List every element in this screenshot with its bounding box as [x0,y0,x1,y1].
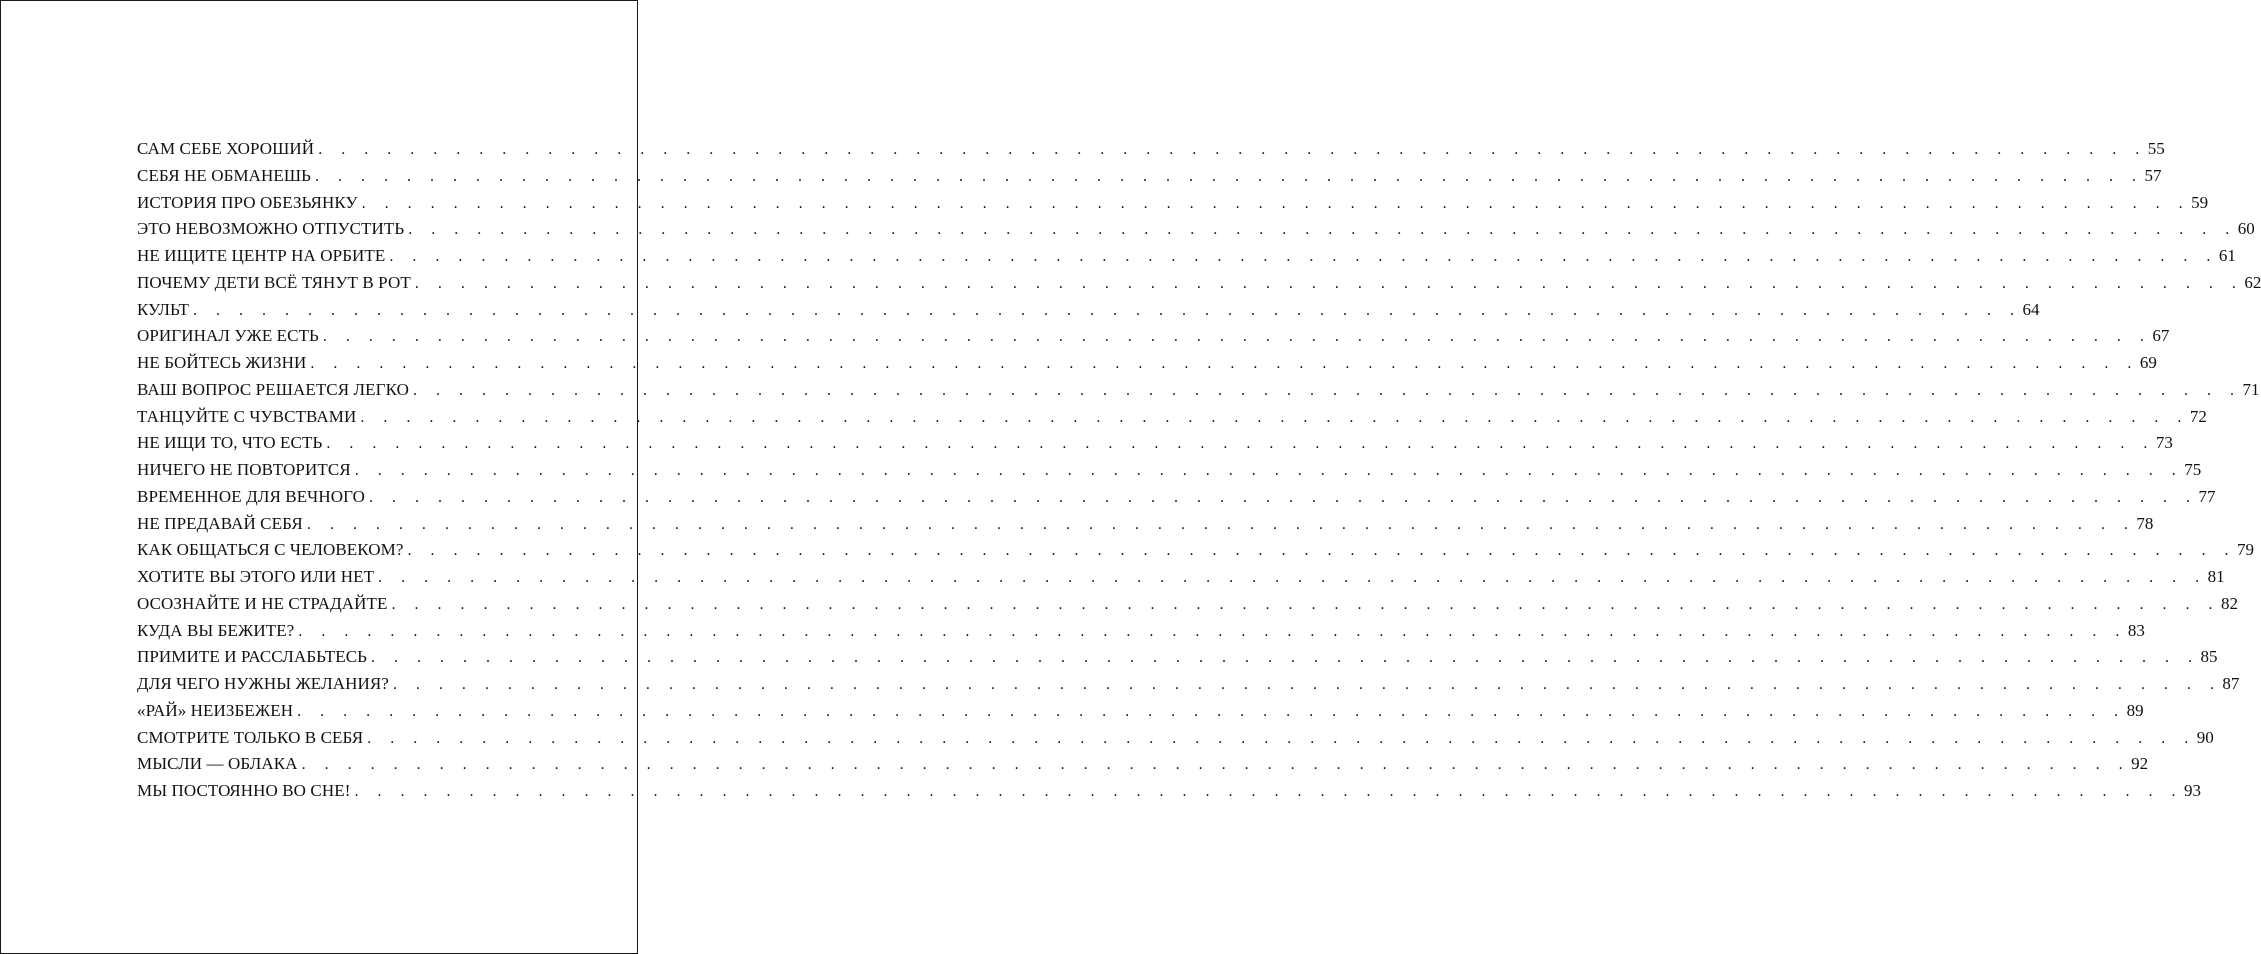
dot-leader: . . . . . . . . . . . . . . . . . . . . . . . . . . . . . . . . . . . . . . . . . . . . . . . . . . . . . . . . . . . . . . . . . . . . . . . . . . . . . . . . [389,248,2218,265]
dot-leader: . . . . . . . . . . . . . . . . . . . . . . . . . . . . . . . . . . . . . . . . . . . . . . . . . . . . . . . . . . . . . . . . . . . . . . . . . . . . . . . . [391,595,2221,613]
toc-entry[interactable] [137,272,2261,300]
toc-entry[interactable] [137,593,2239,621]
toc-entry-page-number: 77 [2198,486,2216,506]
toc-entry-page-number: 90 [2196,727,2214,747]
toc-entry[interactable] [137,326,2170,353]
toc-entry[interactable] [137,165,2162,193]
toc-entry[interactable] [137,139,2165,166]
toc-entry-title: НЕ ИЩИТЕ ЦЕНТР НА ОРБИТЕ [137,246,386,265]
dot-leader: . . . . . . . . . . . . . . . . . . . . . . . . . . . . . . . . . . . . . . . . . . . . . . . . . . . . . . . . . . . . . . . . . . . . . . . . . . . . . . . . [326,435,2155,453]
toc-entry-page-number: 82 [2221,593,2239,613]
toc-entry[interactable] [137,433,2173,460]
dot-leader: . . . . . . . . . . . . . . . . . . . . . . . . . . . . . . . . . . . . . . . . . . . . . . . . . . . . . . . . . . . . . . . . . . . . . . . . . . . . . . . . [368,488,2198,506]
toc-entry-title: ПОЧЕМУ ДЕТИ ВСЁ ТЯНУТ В РОТ [137,272,411,292]
toc-entry-title: МЫСЛИ — ОБЛАКА [137,754,298,774]
toc-entry-page-number: 81 [2207,567,2225,586]
dot-leader: . . . . . . . . . . . . . . . . . . . . . . . . . . . . . . . . . . . . . . . . . . . . . . . . . . . . . . . . . . . . . . . . . . . . . . . . . . . . . . . . [297,702,2126,720]
dot-leader: . . . . . . . . . . . . . . . . . . . . . . . . . . . . . . . . . . . . . . . . . . . . . . . . . . . . . . . . . . . . . . . . . . . . . . . . . . . . . . . . [315,167,2144,185]
toc-entry-title: КУЛЬТ [137,299,190,319]
dot-leader: . . . . . . . . . . . . . . . . . . . . . . . . . . . . . . . . . . . . . . . . . . . . . . . . . . . . . . . . . . . . . . . . . . . . . . . . . . . . . . . . [298,622,2127,640]
toc-entry-title: ПРИМИТЕ И РАССЛАБЬТЕСЬ [137,647,368,667]
toc-entry[interactable] [137,460,2202,487]
dot-leader: . . . . . . . . . . . . . . . . . . . . . . . . . . . . . . . . . . . . . . . . . . . . . . . . . . . . . . . . . . . . . . . . . . . . . . . . . . . . . . . . [361,194,2191,212]
toc-entry[interactable] [137,647,2218,674]
dot-leader: . . . . . . . . . . . . . . . . . . . . . . . . . . . . . . . . . . . . . . . . . . . . . . . . . . . . . . . . . . . . . . . . . . . . . . . . . . . . . . . . [193,301,2022,319]
toc-entry[interactable] [137,192,2209,220]
toc-entry-title: НЕ БОЙТЕСЬ ЖИЗНИ [137,353,307,372]
toc-entry-title: КАК ОБЩАТЬСЯ С ЧЕЛОВЕКОМ? [137,540,404,560]
dot-leader: . . . . . . . . . . . . . . . . . . . . . . . . . . . . . . . . . . . . . . . . . . . . . . . . . . . . . . . . . . . . . . . . . . . . . . . . . . . . . . . . [407,542,2237,560]
toc-entry[interactable] [137,620,2145,648]
toc-entry-title: НЕ ИЩИ ТО, ЧТО ЕСТЬ [137,433,323,453]
toc-entry[interactable] [137,540,2255,567]
toc-entry[interactable] [137,700,2144,728]
toc-entry[interactable] [137,727,2214,755]
dot-leader: . . . . . . . . . . . . . . . . . . . . . . . . . . . . . . . . . . . . . . . . . . . . . . . . . . . . . . . . . . . . . . . . . . . . . . . . . . . . . . . . [306,515,2136,533]
toc-entry-page-number: 92 [2131,754,2149,774]
dot-leader: . . . . . . . . . . . . . . . . . . . . . . . . . . . . . . . . . . . . . . . . . . . . . . . . . . . . . . . . . . . . . . . . . . . . . . . . . . . . . . . . [414,274,2244,292]
toc-entry-page-number: 75 [2184,460,2202,479]
toc-entry-page-number: 72 [2189,406,2207,426]
toc-entry-page-number: 60 [2237,219,2255,239]
toc-entry-title: КУДА ВЫ БЕЖИТЕ? [137,620,295,640]
dot-leader: . . . . . . . . . . . . . . . . . . . . . . . . . . . . . . . . . . . . . . . . . . . . . . . . . . . . . . . . . . . . . . . . . . . . . . . . . . . . . . . . [367,729,2196,747]
toc-entry[interactable] [137,513,2154,541]
toc-entry-title: «РАЙ» НЕИЗБЕЖЕН [137,700,294,720]
toc-entry[interactable] [137,486,2216,514]
toc-entry-title: МЫ ПОСТОЯННО ВО СНЕ! [137,781,351,800]
toc-entry[interactable] [137,567,2225,594]
toc-entry-page-number: 55 [2147,139,2165,158]
dot-leader: . . . . . . . . . . . . . . . . . . . . . . . . . . . . . . . . . . . . . . . . . . . . . . . . . . . . . . . . . . . . . . . . . . . . . . . . . . . . . . . . [412,381,2242,399]
dot-leader: . . . . . . . . . . . . . . . . . . . . . . . . . . . . . . . . . . . . . . . . . . . . . . . . . . . . . . . . . . . . . . . . . . . . . . . . . . . . . . . . [408,221,2237,239]
dot-leader: . . . . . . . . . . . . . . . . . . . . . . . . . . . . . . . . . . . . . . . . . . . . . . . . . . . . . . . . . . . . . . . . . . . . . . . . . . . . . . . . [371,649,2200,667]
toc-entry-page-number: 64 [2022,299,2040,319]
toc-entry-title: ВАШ ВОПРОС РЕШАЕТСЯ ЛЕГКО [137,379,409,399]
toc-entry-page-number: 61 [2218,246,2236,265]
toc-entry-page-number: 89 [2126,700,2144,720]
toc-entry-title: НИЧЕГО НЕ ПОВТОРИТСЯ [137,460,351,479]
toc-entry-title: ТАНЦУЙТЕ С ЧУВСТВАМИ [137,406,357,426]
toc-entry-title: САМ СЕБЕ ХОРОШИЙ [137,139,315,158]
toc-entry-page-number: 73 [2155,433,2173,453]
toc-entry-title: ДЛЯ ЧЕГО НУЖНЫ ЖЕЛАНИЯ? [137,674,389,693]
toc-entry-page-number: 85 [2200,647,2218,667]
dot-leader: . . . . . . . . . . . . . . . . . . . . . . . . . . . . . . . . . . . . . . . . . . . . . . . . . . . . . . . . . . . . . . . . . . . . . . . . . . . . . . . . [360,408,2189,426]
toc-entry-page-number: 87 [2222,674,2240,693]
toc-entry[interactable] [137,379,2260,407]
toc-entry-title: ОРИГИНАЛ УЖЕ ЕСТЬ [137,326,319,346]
toc-entry-title: СМОТРИТЕ ТОЛЬКО В СЕБЯ [137,727,364,747]
table-of-contents [137,139,2261,808]
toc-entry-page-number: 78 [2136,513,2154,533]
toc-entry-page-number: 83 [2127,620,2145,640]
toc-entry-title: ХОТИТЕ ВЫ ЭТОГО ИЛИ НЕТ [137,567,375,586]
dot-leader: . . . . . . . . . . . . . . . . . . . . . . . . . . . . . . . . . . . . . . . . . . . . . . . . . . . . . . . . . . . . . . . . . . . . . . . . . . . . . . . . [322,328,2152,346]
dot-leader: . . . . . . . . . . . . . . . . . . . . . . . . . . . . . . . . . . . . . . . . . . . . . . . . . . . . . . . . . . . . . . . . . . . . . . . . . . . . . . . . [318,141,2147,158]
toc-entry-page-number: 69 [2139,353,2157,372]
toc-entry[interactable] [137,754,2149,781]
toc-entry[interactable] [137,219,2255,246]
toc-entry-title: ЭТО НЕВОЗМОЖНО ОТПУСТИТЬ [137,219,405,239]
toc-entry-title: ИСТОРИЯ ПРО ОБЕЗЬЯНКУ [137,192,358,212]
dot-leader: . . . . . . . . . . . . . . . . . . . . . . . . . . . . . . . . . . . . . . . . . . . . . . . . . . . . . . . . . . . . . . . . . . . . . . . . . . . . . . . . [310,355,2139,372]
toc-entry[interactable] [137,674,2240,701]
toc-entry[interactable] [137,781,2201,808]
dot-leader: . . . . . . . . . . . . . . . . . . . . . . . . . . . . . . . . . . . . . . . . . . . . . . . . . . . . . . . . . . . . . . . . . . . . . . . . . . . . . . . . [301,756,2131,774]
toc-entry[interactable] [137,246,2236,273]
dot-leader: . . . . . . . . . . . . . . . . . . . . . . . . . . . . . . . . . . . . . . . . . . . . . . . . . . . . . . . . . . . . . . . . . . . . . . . . . . . . . . . . [354,783,2183,800]
toc-entry-page-number: 57 [2144,165,2162,185]
toc-entry-page-number: 93 [2183,781,2201,800]
toc-entry-page-number: 62 [2244,272,2261,292]
dot-leader: . . . . . . . . . . . . . . . . . . . . . . . . . . . . . . . . . . . . . . . . . . . . . . . . . . . . . . . . . . . . . . . . . . . . . . . . . . . . . . . . [378,569,2207,586]
toc-entry-page-number: 59 [2191,192,2209,212]
toc-entry-page-number: 67 [2152,326,2170,346]
toc-entry[interactable] [137,299,2040,327]
toc-entry[interactable] [137,353,2157,380]
toc-entry-title: ОСОЗНАЙТЕ И НЕ СТРАДАЙТЕ [137,593,388,613]
toc-entry-title: НЕ ПРЕДАВАЙ СЕБЯ [137,513,303,533]
toc-entry[interactable] [137,406,2207,434]
toc-entry-page-number: 79 [2237,540,2255,560]
toc-entry-title: СЕБЯ НЕ ОБМАНЕШЬ [137,165,312,185]
dot-leader: . . . . . . . . . . . . . . . . . . . . . . . . . . . . . . . . . . . . . . . . . . . . . . . . . . . . . . . . . . . . . . . . . . . . . . . . . . . . . . . . [354,462,2184,479]
toc-entry-title: ВРЕМЕННОЕ ДЛЯ ВЕЧНОГО [137,486,365,506]
dot-leader: . . . . . . . . . . . . . . . . . . . . . . . . . . . . . . . . . . . . . . . . . . . . . . . . . . . . . . . . . . . . . . . . . . . . . . . . . . . . . . . . [392,676,2222,693]
toc-entry-page-number: 71 [2242,379,2260,399]
